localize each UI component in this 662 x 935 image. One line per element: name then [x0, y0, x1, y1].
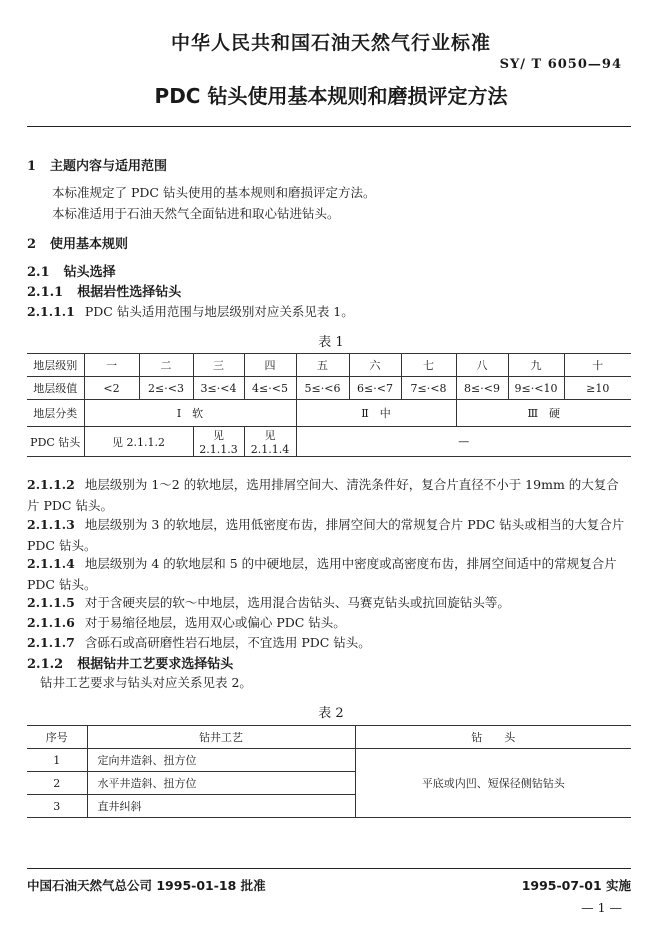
level-cell: 五: [296, 354, 349, 377]
section-1-heading: 1 主题内容与适用范围: [27, 159, 168, 174]
approval-note: 中国石油天然气总公司 1995-01-18 批准: [27, 878, 266, 893]
clause-2-1-1-5: 2.1.1.5 对于含硬夹层的软～中地层，选用混合齿钻头、马赛克钻头或抗回旋钻头等。: [27, 595, 510, 610]
section-1-para-2: 本标准适用于石油天然气全面钻进和取心钻进钻头。: [52, 206, 340, 221]
page-number: — 1 —: [581, 900, 622, 915]
value-cell: 4≤·<5: [244, 377, 296, 400]
table-2: [27, 725, 631, 818]
table-2-header-no: 序号: [27, 726, 87, 749]
row-number: 1: [27, 749, 87, 772]
document-title: PDC 钻头使用基本规则和磨损评定方法: [154, 84, 508, 108]
level-cell: 二: [139, 354, 193, 377]
footer-rule: [27, 868, 631, 869]
header-rule: [27, 126, 631, 127]
section-1-para-1: 本标准规定了 PDC 钻头使用的基本规则和磨损评定方法。: [52, 185, 376, 200]
table-row: [27, 749, 631, 772]
clause-2-1-1-2: 2.1.1.2 地层级别为 1～2 的软地层，选用排屑空间大、清洗条件好，复合片直径不小于 19mm 的大复合片 PDC 钻头。: [27, 477, 619, 513]
table-1-row-level: [27, 354, 631, 377]
clause-2-1-1-1: 2.1.1.1 PDC 钻头适用范围与地层级别对应关系见表 1。: [27, 304, 354, 319]
row-process: 定向井造斜、扭方位: [87, 749, 355, 772]
clause-2-1-1-3: 2.1.1.3 地层级别为 3 的软地层，选用低密度布齿，排屑空间大的常规复合片 PDC 钻头或相当的大复合片 PDC 钻头。: [27, 517, 625, 553]
clause-2-1-1-7: 2.1.1.7 含砾石或高研磨性岩石地层，不宜选用 PDC 钻头。: [27, 635, 371, 650]
table-1-label-class: 地层分类: [27, 400, 84, 427]
table-1-row-value: [27, 377, 631, 400]
clause-2-1-1-4: 2.1.1.4 地层级别为 4 的软地层和 5 的中硬地层，选用中密度或高密度布齿，排屑空间适中的常规复合片 PDC 钻头。: [27, 556, 617, 592]
standard-code: SY/ T 6050—94: [499, 57, 622, 72]
level-cell: 三: [193, 354, 244, 377]
row-process: 水平井造斜、扭方位: [87, 772, 355, 795]
section-2-1-2-intro: 钻井工艺要求与钻头对应关系见表 2。: [40, 675, 252, 690]
level-cell: 七: [401, 354, 456, 377]
table-2-bit-cell: 平底或内凹、短保径侧钻钻头: [355, 749, 631, 818]
section-2-1-heading: 2.1 钻头选择: [27, 265, 116, 280]
value-cell: 6≤·<7: [349, 377, 401, 400]
level-cell: 六: [349, 354, 401, 377]
row-process: 直井纠斜: [87, 795, 355, 818]
class-hard-cell: Ⅲ 硬: [456, 400, 631, 427]
value-cell: 8≤·<9: [456, 377, 508, 400]
value-cell: 2≤·<3: [139, 377, 193, 400]
row-number: 2: [27, 772, 87, 795]
effective-date: 1995-07-01 实施: [521, 878, 631, 893]
value-cell: 5≤·<6: [296, 377, 349, 400]
table-1-label-value: 地层级值: [27, 377, 84, 400]
table-1-row-class: [27, 400, 631, 427]
table-1: [27, 353, 631, 457]
value-cell: 3≤·<4: [193, 377, 244, 400]
section-2-1-2-heading: 2.1.2 根据钻井工艺要求选择钻头: [27, 657, 234, 672]
table-2-caption: 表 2: [318, 706, 344, 721]
class-medium-cell: Ⅱ 中: [296, 400, 456, 427]
pdc-ref-cell: 见 2.1.1.3: [193, 427, 244, 457]
value-cell: <2: [84, 377, 139, 400]
table-1-caption: 表 1: [318, 335, 344, 350]
level-cell: 四: [244, 354, 296, 377]
level-cell: 八: [456, 354, 508, 377]
table-2-header-bit: 钻 头: [355, 726, 631, 749]
national-standard-title: 中华人民共和国石油天然气行业标准: [170, 32, 491, 54]
level-cell: 十: [564, 354, 631, 377]
table-1-label-pdc: PDC 钻头: [27, 427, 84, 457]
pdc-none-cell: —: [296, 427, 631, 457]
class-soft-cell: Ⅰ 软: [84, 400, 296, 427]
table-2-header-process: 钻井工艺: [87, 726, 355, 749]
level-cell: 九: [508, 354, 564, 377]
clause-2-1-1-6: 2.1.1.6 对于易缩径地层，选用双心或偏心 PDC 钻头。: [27, 615, 346, 630]
table-1-row-pdc: [27, 427, 631, 457]
table-1-label-level: 地层级别: [27, 354, 84, 377]
pdc-ref-cell: 见 2.1.1.2: [84, 427, 193, 457]
table-2-header-row: [27, 726, 631, 749]
value-cell: 7≤·<8: [401, 377, 456, 400]
row-number: 3: [27, 795, 87, 818]
section-2-heading: 2 使用基本规则: [27, 237, 129, 252]
level-cell: 一: [84, 354, 139, 377]
section-2-1-1-heading: 2.1.1 根据岩性选择钻头: [27, 285, 182, 300]
value-cell: ≥10: [564, 377, 631, 400]
value-cell: 9≤·<10: [508, 377, 564, 400]
pdc-ref-cell: 见 2.1.1.4: [244, 427, 296, 457]
